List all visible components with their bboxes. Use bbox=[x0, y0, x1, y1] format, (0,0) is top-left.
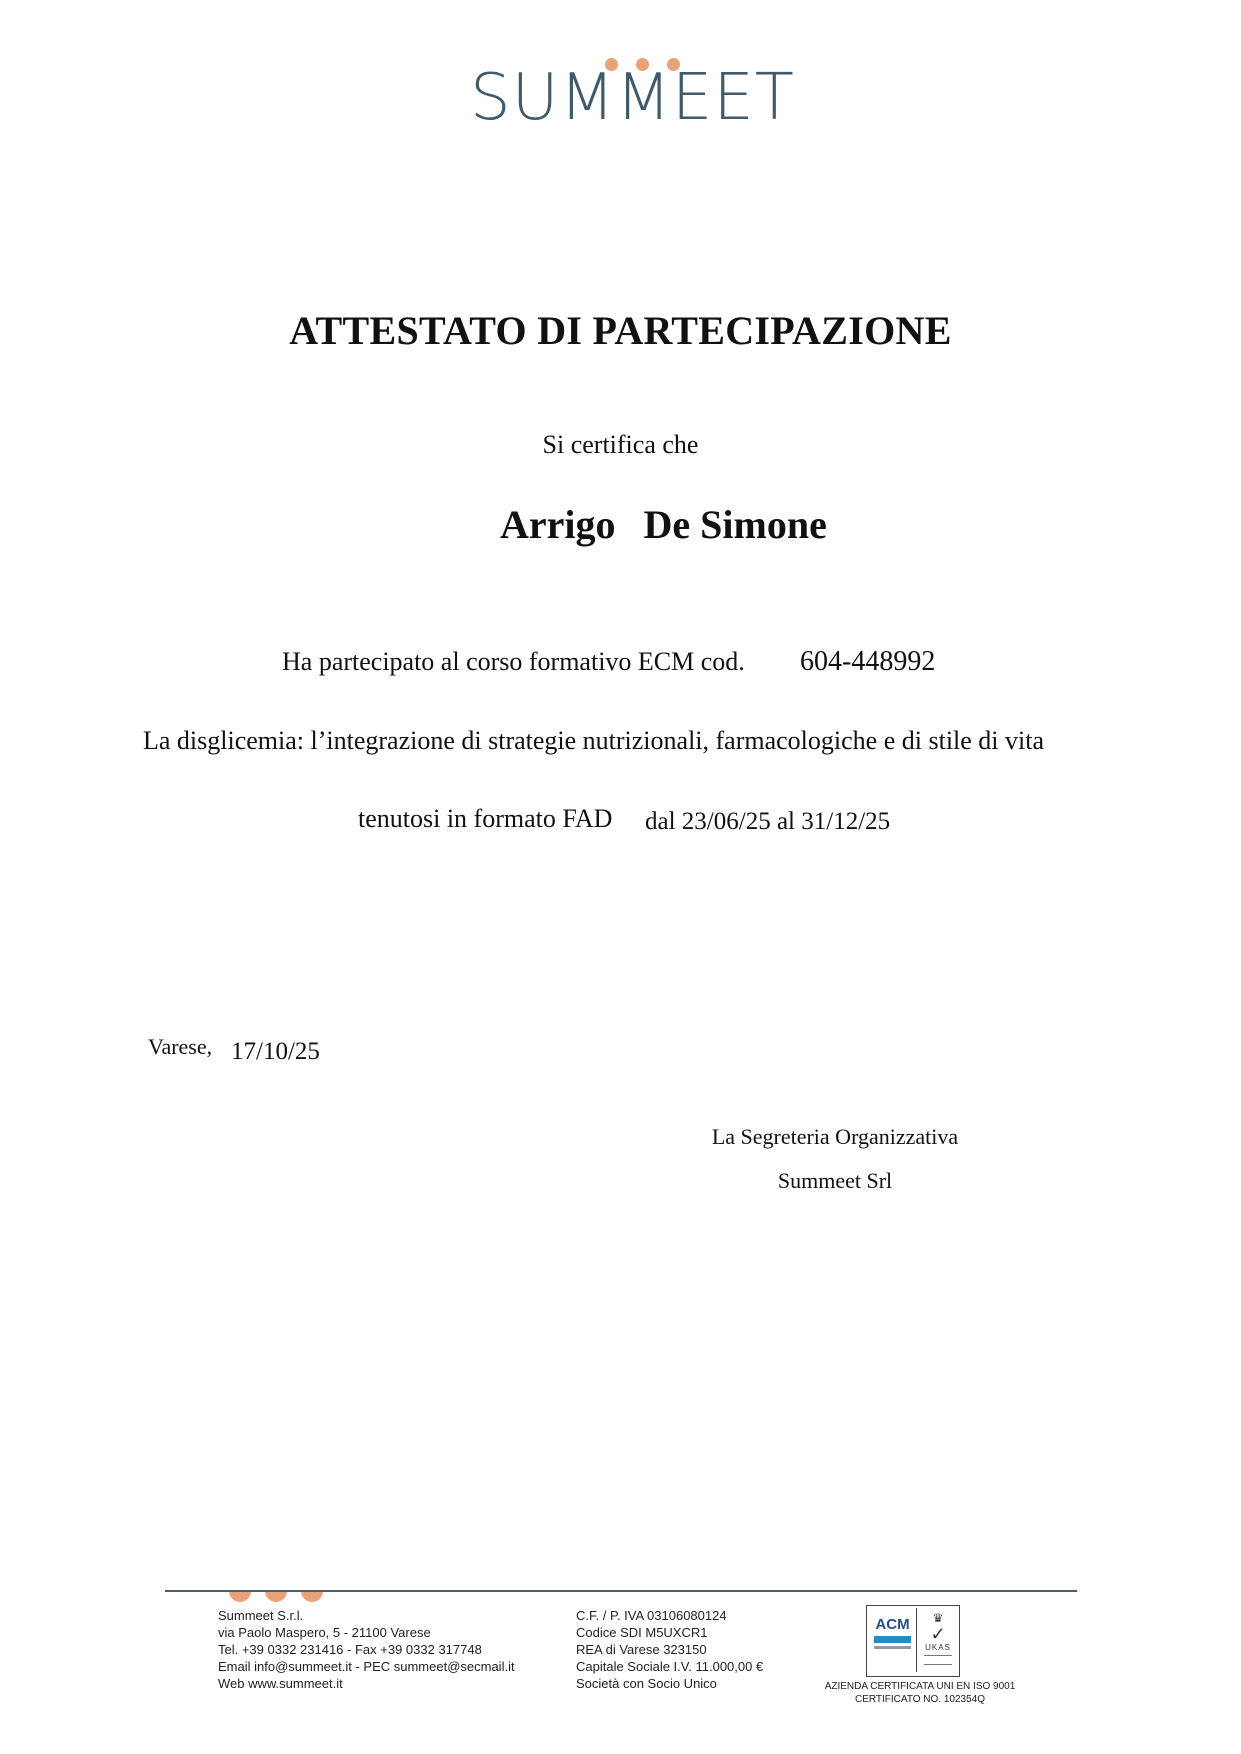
iso-certification-note bbox=[800, 1680, 1040, 1706]
footer-email: Email info@summeet.it - PEC summeet@secmail.it bbox=[218, 1659, 515, 1674]
footer-capital: Capitale Sociale I.V. 11.000,00 € bbox=[576, 1659, 764, 1674]
footer-web: Web www.summeet.it bbox=[218, 1676, 343, 1691]
iso-line-1: AZIENDA CERTIFICATA UNI EN ISO 9001 bbox=[824, 1681, 1016, 1692]
footer-company-name: Summeet S.r.l. bbox=[218, 1608, 304, 1623]
signature-title: La Segreteria Organizzativa bbox=[711, 1124, 959, 1149]
summeet-logo bbox=[470, 50, 795, 140]
acm-logo bbox=[869, 1608, 917, 1672]
date-to: 31/12/25 bbox=[801, 808, 891, 835]
course-code: 604-448992 bbox=[800, 646, 936, 677]
footer-address: via Paolo Maspero, 5 - 21100 Varese bbox=[218, 1625, 431, 1640]
date-from: 23/06/25 bbox=[681, 808, 771, 835]
footer-rea: REA di Varese 323150 bbox=[576, 1642, 707, 1657]
certifies-text: Si certifica che bbox=[542, 430, 699, 459]
ukas-logo bbox=[919, 1608, 957, 1672]
logo-wordmark: SUMMEET bbox=[470, 61, 795, 135]
to-label: al bbox=[776, 808, 795, 835]
issue-place: Varese, bbox=[148, 1034, 213, 1059]
acm-label: ACM bbox=[875, 1616, 910, 1633]
footer-fiscal-info bbox=[576, 1607, 763, 1692]
footer-sole-shareholder: Società con Socio Unico bbox=[576, 1676, 717, 1691]
course-title: La disglicemia: l’integrazione di strategie nutrizionali, farmacologiche e di stile di vita bbox=[143, 726, 1045, 755]
course-intro: Ha partecipato al corso formativo ECM cod. bbox=[282, 647, 745, 676]
footer-divider bbox=[165, 1590, 1077, 1592]
ukas-label: UKAS bbox=[925, 1643, 951, 1652]
signature-company: Summeet Srl bbox=[777, 1168, 893, 1193]
from-label: dal bbox=[645, 808, 676, 835]
certificate-title: ATTESTATO DI PARTECIPAZIONE bbox=[289, 308, 952, 353]
issue-date: 17/10/25 bbox=[231, 1038, 320, 1065]
held-format: tenutosi in formato FAD bbox=[358, 804, 613, 833]
footer-vat: C.F. / P. IVA 03106080124 bbox=[576, 1608, 727, 1623]
participant-last-name: De Simone bbox=[643, 502, 827, 547]
participant-name bbox=[500, 500, 827, 550]
check-icon: ✓ bbox=[930, 1624, 946, 1644]
footer-phone: Tel. +39 0332 231416 - Fax +39 0332 317748 bbox=[218, 1642, 482, 1657]
course-dates bbox=[645, 805, 890, 839]
iso-line-2: CERTIFICATO NO. 102354Q bbox=[854, 1694, 986, 1705]
footer-sdi: Codice SDI M5UXCR1 bbox=[576, 1625, 708, 1640]
footer-company-info bbox=[218, 1607, 515, 1692]
crown-icon: ♛ bbox=[932, 1611, 944, 1625]
participant-first-name: Arrigo bbox=[500, 502, 616, 547]
acm-ukas-certification-badge bbox=[866, 1605, 960, 1677]
